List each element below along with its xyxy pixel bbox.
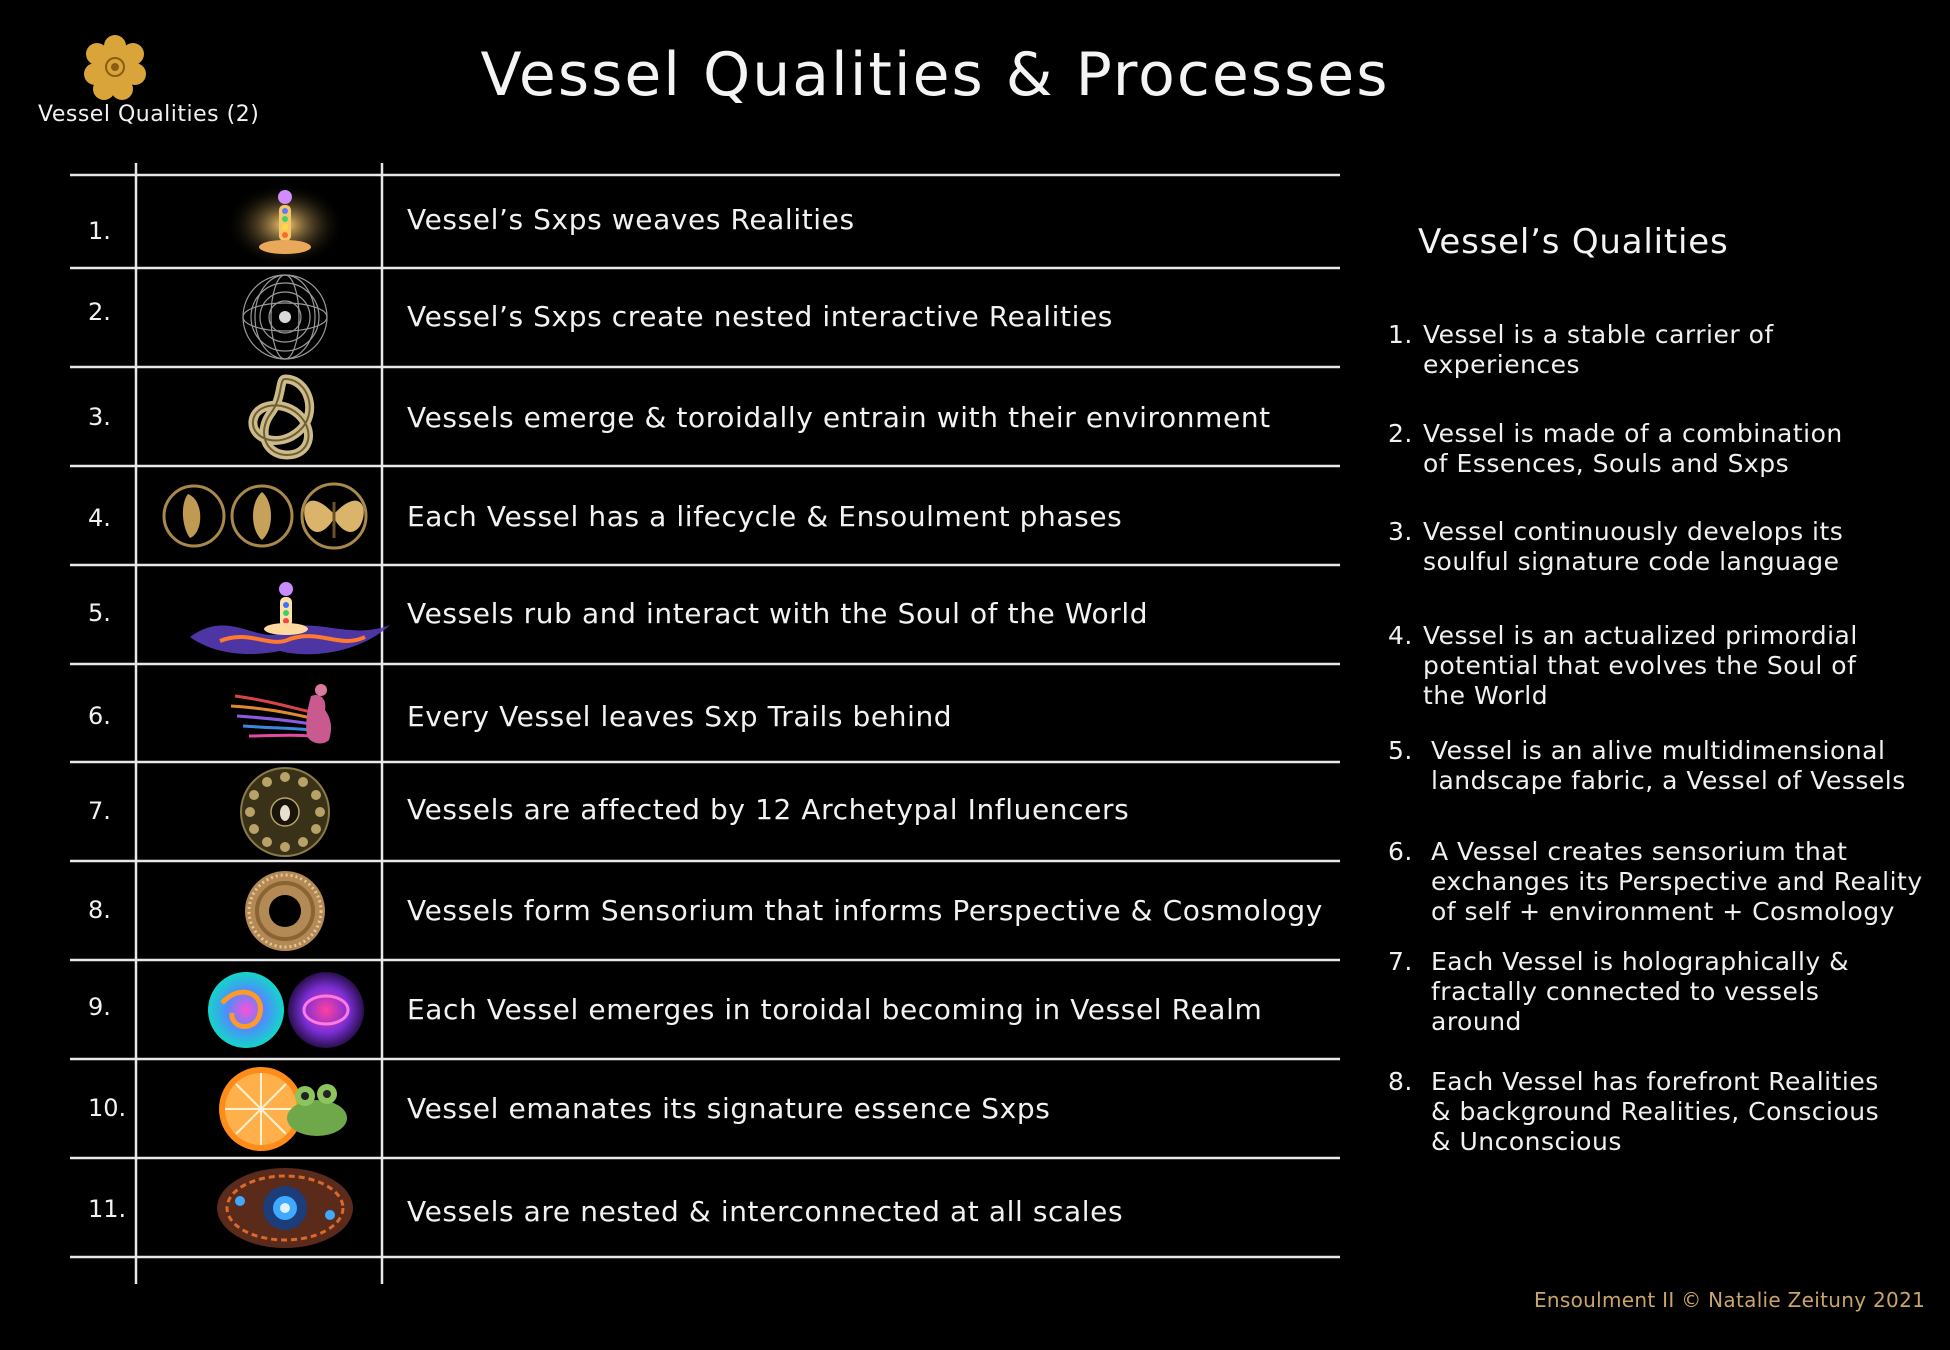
- row-number: 9.: [88, 993, 111, 1021]
- process-row-3: [70, 369, 1340, 465]
- meditating-figure-nebula-icon: [160, 567, 410, 663]
- quality-text: Vessel is made of a combination of Essences, Souls and Sxps: [1423, 419, 1843, 478]
- quality-number: 6.: [1388, 837, 1413, 866]
- quality-text: Vessel is an alive multidimensional landscape fabric, a Vessel of Vessels: [1431, 736, 1906, 795]
- process-text: Vessels are nested & interconnected at all scales: [407, 1195, 1124, 1228]
- quality-text: Vessel continuously develops its soulful signature code language: [1423, 517, 1844, 576]
- quality-text: A Vessel creates sensorium that exchanges its Perspective and Reality of self + environment + Cosmology: [1431, 837, 1923, 926]
- process-row-1: [70, 175, 1340, 271]
- nested-sphere-icon: [165, 270, 405, 366]
- process-row-6: [70, 666, 1340, 762]
- quality-text: Each Vessel is holographically & fractally connected to vessels around: [1431, 947, 1850, 1036]
- quality-number: 2.: [1388, 419, 1413, 448]
- process-text: Vessel emanates its signature essence Sxps: [407, 1092, 1051, 1125]
- row-number: 1.: [88, 217, 111, 245]
- toroidal-spheres-icon: [165, 963, 405, 1059]
- quality-text: Vessel is an actualized primordial potential that evolves the Soul of the World: [1423, 621, 1858, 710]
- quality-text: Vessel is a stable carrier of experiences: [1423, 320, 1774, 379]
- process-row-10: [70, 1062, 1340, 1158]
- row-number: 5.: [88, 599, 111, 627]
- row-number: 6.: [88, 702, 111, 730]
- cosmic-eye-icon: [165, 1161, 405, 1257]
- row-number: 10.: [88, 1094, 127, 1122]
- process-text: Every Vessel leaves Sxp Trails behind: [407, 700, 953, 733]
- row-number: 3.: [88, 403, 111, 431]
- process-text: Vessels rub and interact with the Soul of the World: [407, 597, 1149, 630]
- process-row-11: [70, 1161, 1340, 1257]
- row-number: 8.: [88, 896, 111, 924]
- row-number: 7.: [88, 797, 111, 825]
- quality-number: 8.: [1388, 1067, 1413, 1096]
- row-number: 11.: [88, 1195, 127, 1223]
- copyright-footer: Ensoulment II © Natalie Zeituny 2021: [1534, 1288, 1926, 1312]
- meditating-figure-chakra-icon: [165, 175, 405, 271]
- process-text: Vessels form Sensorium that informs Perspective & Cosmology: [407, 894, 1323, 927]
- quality-number: 4.: [1388, 621, 1413, 650]
- quality-number: 7.: [1388, 947, 1413, 976]
- quality-number: 3.: [1388, 517, 1413, 546]
- motion-trail-figure-icon: [165, 666, 405, 762]
- process-text: Each Vessel emerges in toroidal becoming in Vessel Realm: [407, 993, 1263, 1026]
- process-row-9: [70, 963, 1340, 1059]
- orange-frog-icon: [165, 1062, 405, 1158]
- quality-number: 5.: [1388, 736, 1413, 765]
- quality-number: 1.: [1388, 320, 1413, 349]
- iris-ring-icon: [165, 864, 405, 960]
- process-text: Vessel’s Sxps create nested interactive Realities: [407, 300, 1113, 333]
- archetype-mandala-icon: [165, 765, 405, 861]
- process-row-8: [70, 864, 1340, 960]
- butterfly-lifecycle-icon: [158, 468, 418, 564]
- process-text: Vessels are affected by 12 Archetypal Influencers: [407, 793, 1130, 826]
- process-text: Vessel’s Sxps weaves Realities: [407, 203, 855, 236]
- row-number: 2.: [88, 298, 111, 326]
- trefoil-knot-icon: [165, 369, 405, 465]
- process-text: Each Vessel has a lifecycle & Ensoulment phases: [407, 500, 1123, 533]
- page-title: Vessel Qualities & Processes: [480, 40, 1390, 110]
- quality-text: Each Vessel has forefront Realities & background Realities, Conscious & Unconscious: [1431, 1067, 1880, 1156]
- process-row-4: [70, 468, 1340, 564]
- row-number: 4.: [88, 504, 111, 532]
- process-row-7: [70, 765, 1340, 861]
- process-row-5: [70, 567, 1340, 663]
- process-text: Vessels emerge & toroidally entrain with their environment: [407, 401, 1271, 434]
- process-row-2: [70, 270, 1340, 366]
- qualities-title: Vessel’s Qualities: [1418, 222, 1729, 262]
- logo-caption: Vessel Qualities (2): [38, 102, 260, 127]
